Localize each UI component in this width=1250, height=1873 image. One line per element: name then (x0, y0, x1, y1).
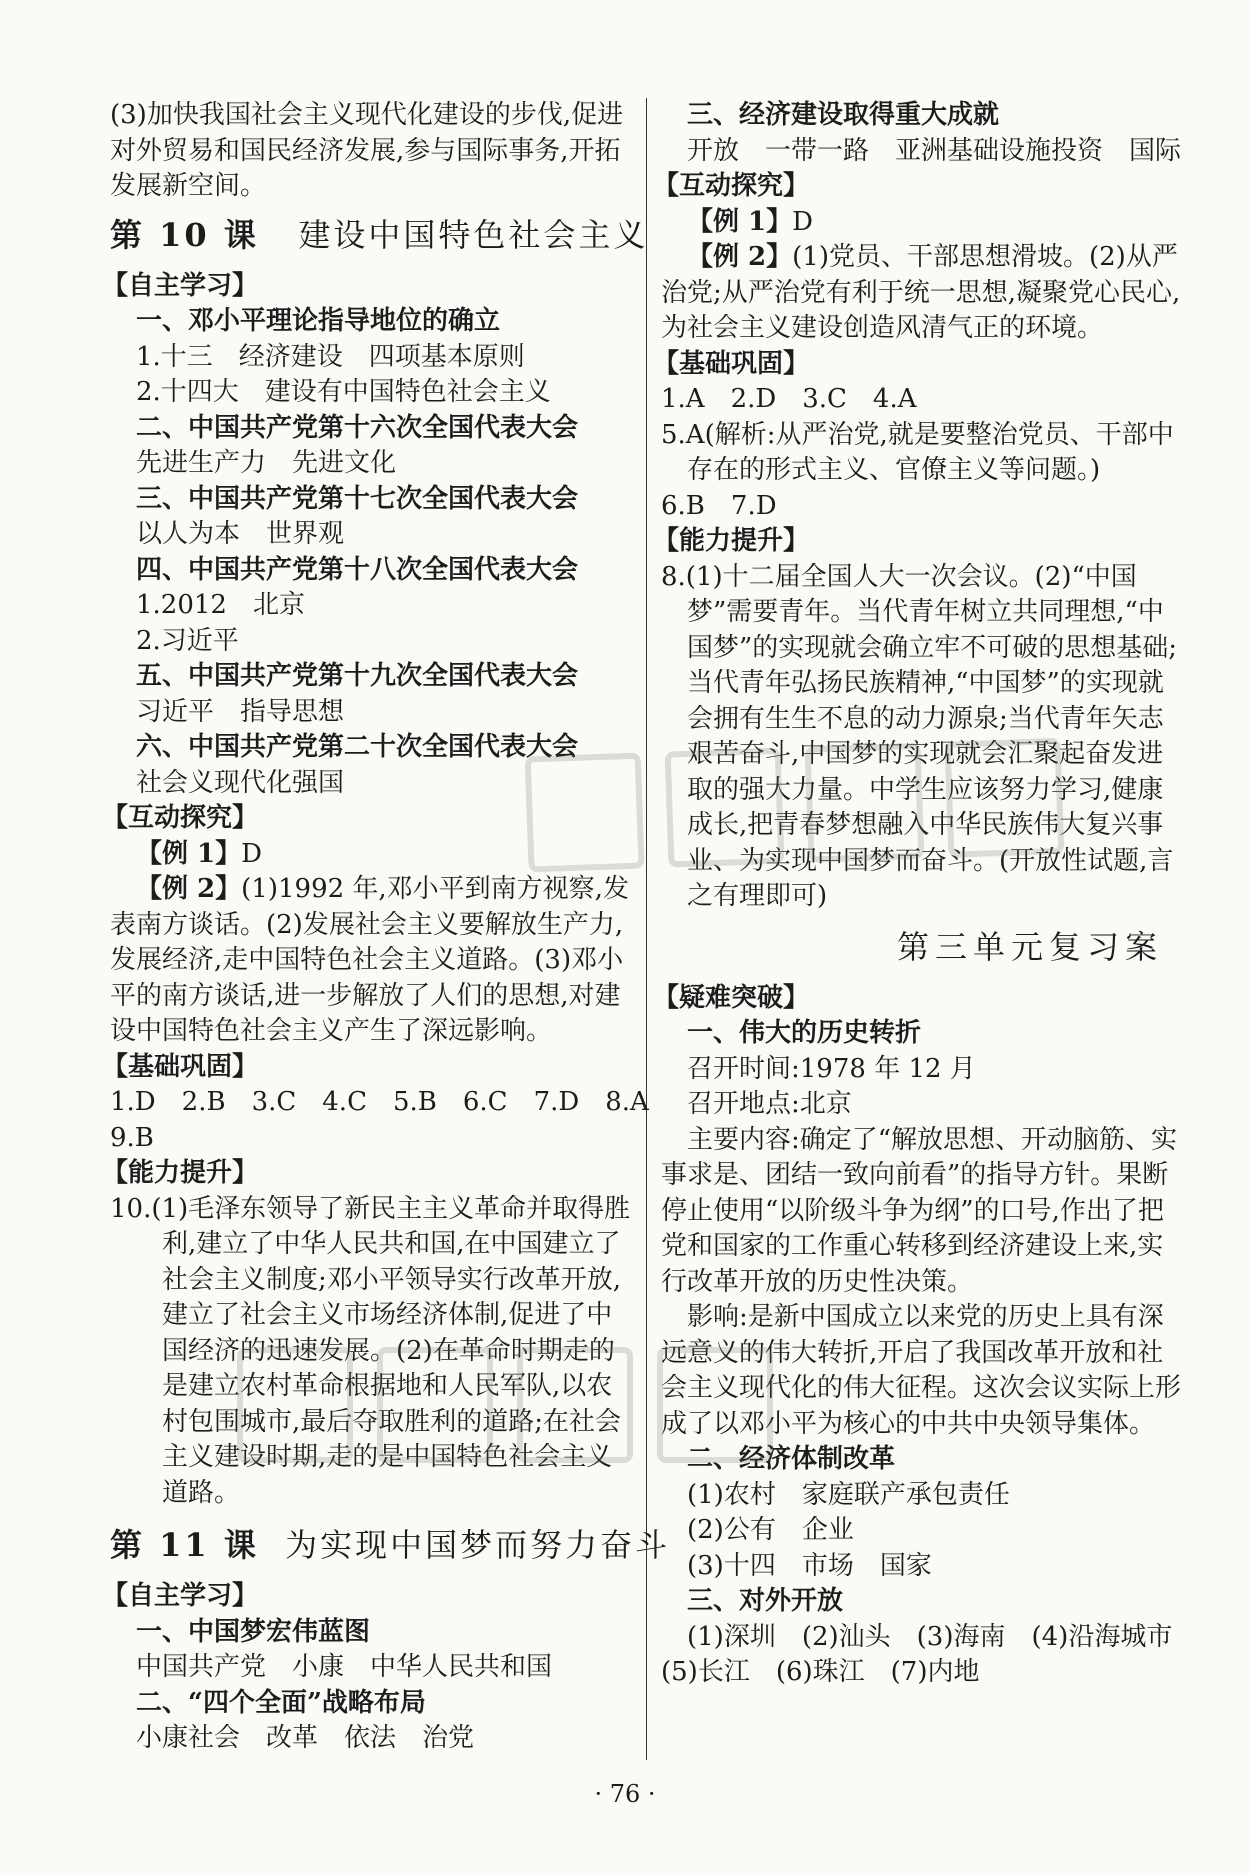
heading-3: 三、中国共产党第十七次全国代表大会 (136, 483, 579, 514)
example-2-label: 【例 2】 (136, 874, 242, 904)
left-column (102, 98, 671, 1757)
meeting-place: 召开地点:北京 (687, 1089, 852, 1119)
section-zizhu: 【自主学习】 (102, 1581, 259, 1611)
heading-1: 一、邓小平理论指导地位的确立 (136, 306, 501, 336)
example-1-answer: D (792, 206, 814, 237)
example-1 (661, 205, 1183, 241)
example-1-label: 【例 1】 (136, 838, 242, 869)
answer-line: 9.B (110, 1122, 154, 1153)
intro-paragraph: (3)加快我国社会主义现代化建设的步伐,促进对外贸易和国民经济发展,参与国际事务,开拓发展新空间。 (110, 100, 624, 201)
right-column (653, 98, 1199, 1691)
lesson-11-title: 为实现中国梦而努力奋斗 (285, 1526, 671, 1564)
section-hudong: 【互动探究】 (653, 171, 810, 201)
example-1-answer: D (241, 838, 263, 869)
example-2 (661, 240, 1183, 347)
answer-line: 1.D 2.B 3.C 4.C 5.B 6.C 7.D 8.A (110, 1087, 649, 1117)
example-1-label: 【例 1】 (687, 206, 793, 237)
answer-line: 开放 一带一路 亚洲基础设施投资 国际 (687, 135, 1182, 166)
answer-line: 习近平 指导思想 (136, 696, 345, 727)
answer-line: 1.2012 北京 (136, 590, 305, 620)
section-zizhu: 【自主学习】 (102, 270, 259, 301)
answer-line: 中国共产党 小康 中华人民共和国 (136, 1652, 553, 1682)
example-2 (110, 872, 633, 1050)
answer-line: 1.A 2.D 3.C 4.A (661, 384, 917, 414)
example-2-text: (1)1992 年,邓小平到南方视察,发表南方谈话。(2)发展社会主义要解放生产力,发展经济,走中国特色社会主义道路。(3)邓小平的南方谈话,进一步解放了人们的思想,对建设中国特色社会主义产生了深远影响。 (110, 874, 629, 1046)
lesson-11-number: 第 11 课 (110, 1526, 259, 1564)
column-divider (646, 98, 647, 1760)
section-jichu: 【基础巩固】 (102, 1051, 259, 1082)
question-10: 10.(1)毛泽东领导了新民主主义革命并取得胜利,建立了中华人民共和国,在中国建立了社会主义制度;邓小平领导实行改革开放,建立了社会主义市场经济体制,促进了中国经济的迅速发展。(2)在革命时期走的是建立农村革命根据地和人民军队,以农村包围城市,最后夺取胜利的道路;在社会主义建设时期,走的是中国特色社会主义道路。 (110, 1193, 631, 1508)
heading-8: 二、“四个全面”战略布局 (136, 1687, 426, 1718)
heading-right-4: 三、对外开放 (687, 1586, 844, 1616)
meeting-content: 主要内容:确定了“解放思想、开动脑筋、实事求是、团结一致向前看”的指导方针。果断停止使用“以阶级斗争为纲”的口号,作出了把党和国家的工作重心转移到经济建设上来,实行改革开放的历史性决策。 (661, 1124, 1178, 1297)
heading-right-2: 一、伟大的历史转折 (687, 1018, 922, 1048)
question-5: 5.A(解析:从严治党,就是要整治党员、干部中存在的形式主义、官僚主义等问题。) (661, 419, 1174, 485)
section-nengli: 【能力提升】 (653, 526, 810, 556)
example-1 (110, 837, 633, 873)
answer-line: 1.十三 经济建设 四项基本原则 (136, 341, 525, 372)
section-yinan: 【疑难突破】 (653, 982, 810, 1013)
example-2-label: 【例 2】 (687, 242, 793, 272)
answer-line: 2.十四大 建设有中国特色社会主义 (136, 377, 551, 407)
answer-line: 先进生产力 先进文化 (136, 448, 397, 478)
section-nengli: 【能力提升】 (102, 1158, 259, 1188)
answer-line: (2)公有 企业 (687, 1515, 854, 1545)
section-jichu: 【基础巩固】 (653, 348, 810, 379)
heading-right-3: 二、经济体制改革 (687, 1444, 896, 1474)
heading-4: 四、中国共产党第十八次全国代表大会 (136, 554, 579, 585)
answer-line: (1)农村 家庭联产承包责任 (687, 1479, 1010, 1510)
answer-line: 小康社会 改革 依法 治党 (136, 1723, 475, 1753)
heading-right-1: 三、经济建设取得重大成就 (687, 100, 1000, 130)
lesson-11-heading (110, 1521, 671, 1569)
unit-3-review-title: 第三单元复习案 (896, 927, 1163, 966)
heading-5: 五、中国共产党第十九次全国代表大会 (136, 661, 579, 691)
question-8: 8.(1)十二届全国人大一次会议。(2)“中国梦”需要青年。当代青年树立共同理想,“中国梦”的实现就会确立牢不可破的思想基础;当代青年弘扬民族精神,“中国梦”的实现就会拥有生生不息的动力源泉;当代青年矢志艰苦奋斗,中国梦的实现就会汇聚起奋发进取的强大力量。中学生应该努力学习,健康成长,把青春梦想融入中华民族伟大复兴事业、为实现中国梦而奋斗。(开放性试题,言之有理即可) (661, 561, 1178, 911)
answer-line: 社会义现代化强国 (136, 767, 345, 798)
lesson-10-number: 第 10 课 (110, 215, 259, 254)
heading-6: 六、中国共产党第二十次全国代表大会 (136, 732, 579, 762)
answer-line: 以人为本 世界观 (136, 519, 345, 549)
page-number: · 76 · (594, 1780, 656, 1808)
meeting-time: 召开时间:1978 年 12 月 (687, 1053, 976, 1084)
section-hudong: 【互动探究】 (102, 803, 259, 833)
answer-line: 2.习近平 (136, 625, 239, 656)
meeting-impact: 影响:是新中国成立以来党的历史上具有深远意义的伟大转折,开启了我国改革开放和社会主义现代化的伟大征程。这次会议实际上形成了以邓小平为核心的中共中央领导集体。 (661, 1302, 1182, 1439)
opening-answer: (1)深圳 (2)汕头 (3)海南 (4)沿海城市 (5)长江 (6)珠江 (7)内地 (661, 1621, 1199, 1687)
answer-line: 6.B 7.D (661, 490, 777, 521)
lesson-10-heading (110, 211, 649, 259)
heading-2: 二、中国共产党第十六次全国代表大会 (136, 412, 579, 443)
example-2-text: (1)党员、干部思想滑坡。(2)从严治党;从严治党有利于统一思想,凝聚党心民心,为社会主义建设创造风清气正的环境。 (661, 242, 1181, 343)
heading-7: 一、中国梦宏伟蓝图 (136, 1616, 371, 1647)
lesson-10-title: 建设中国特色社会主义 (298, 215, 649, 254)
answer-line: (3)十四 市场 国家 (687, 1550, 932, 1581)
